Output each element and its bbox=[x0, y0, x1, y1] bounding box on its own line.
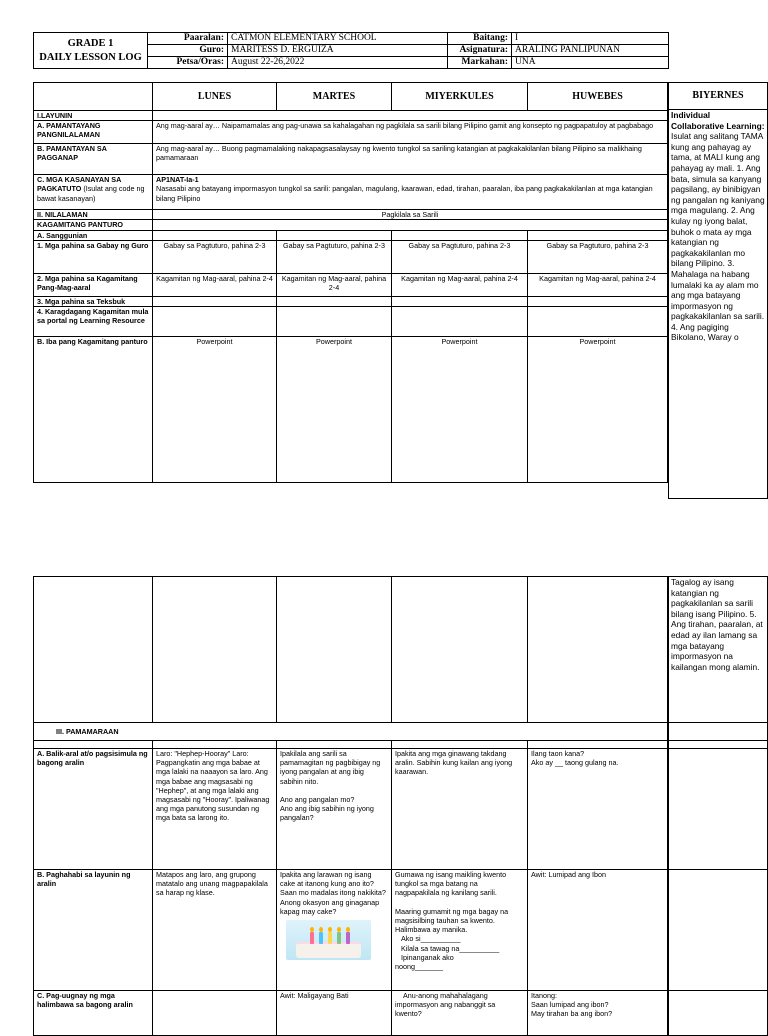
guro-label: Guro: bbox=[148, 45, 228, 57]
friday-column-page-2 bbox=[668, 576, 768, 1036]
kagamitan-miyerkules: Kagamitan ng Mag-aaral, pahina 2-4 bbox=[392, 273, 528, 296]
pamantayang-pangnilalaman-text: Ang mag-aaral ay… Naipamamalas ang pag-unawa sa kahalagahan ng pagkilala sa sarili bilang Pilipino gamit ang konsepto ng pagpapatuloy at pagbabago bbox=[153, 121, 668, 144]
kasanayan-text: Nasasabi ang batayang impormasyon tungkol sa sarili: pangalan, magulang, kaarawan, edad, tirahan, paaralan, iba pang pagkakakilanlan at mga katangian bilang Pilipino bbox=[156, 184, 653, 203]
baitang-value: I bbox=[512, 33, 669, 45]
iba-huwebes: Powerpoint bbox=[528, 337, 668, 483]
log-title-cell bbox=[34, 33, 148, 69]
kagamitan-huwebes: Kagamitan ng Mag-aaral, pahina 2-4 bbox=[528, 273, 668, 296]
kasanayan-label-cell bbox=[34, 175, 153, 210]
candle bbox=[346, 932, 350, 944]
pamantayang-pangnilalaman-label: A. PAMANTAYANG PANGNILALAMAN bbox=[34, 121, 153, 144]
day-header-miyerkules: MIYERKULES bbox=[392, 83, 528, 111]
candle-flame bbox=[319, 927, 323, 932]
friday-text-1: Isulat ang salitang TAMA kung ang pahayag ay tama, at MALI kung ang pahayag ay mali. 1. Ang bata, simula sa kanyang pagsilang, ay binibigyan ng pangalan ng kaniyang mga magulang. 2. Ang kulay ng iyong balat, buhok o mata ay mga katangian ng pagkakakilanlan mo bilang Pilipino. 3. Mahalaga na habang lumalaki ka ay alam mo ang mga batayang impormasyon ng pagkakakilanlan sa sarili. 4. Ang pagiging Bikolano, Waray o bbox=[671, 131, 765, 343]
friday-content-1 bbox=[669, 110, 768, 499]
karagdagang-label: 4. Karagdagang Kagamitan mula sa portal ng Learning Resource bbox=[34, 307, 153, 337]
petsa-label: Petsa/Oras: bbox=[148, 57, 228, 69]
nilalaman-text: Pagkilala sa Sarili bbox=[153, 210, 668, 220]
day-header-lunes: LUNES bbox=[153, 83, 277, 111]
pag-uugnay-label: C. Pag-uugnay ng mga halimbawa sa bagong aralin bbox=[34, 991, 153, 1036]
candle bbox=[310, 932, 314, 944]
iba-martes: Powerpoint bbox=[277, 337, 392, 483]
pamantayan-pagganap-label: B. PAMANTAYAN SA PAGGANAP bbox=[34, 144, 153, 175]
paghahabi-label: B. Paghahabi sa layunin ng aralin bbox=[34, 870, 153, 991]
candle-flame bbox=[337, 927, 341, 932]
birthday-cake-image bbox=[286, 920, 371, 960]
kasanayan-code: AP1NAT-Ia-1 bbox=[156, 175, 199, 185]
paghahabi-huwebes: Awit: Lumipad ang Ibon bbox=[528, 870, 668, 991]
candle-flame bbox=[310, 927, 314, 932]
teksbuk-label: 3. Mga pahina sa Teksbuk bbox=[34, 296, 153, 306]
nilalaman-label: II. NILALAMAN bbox=[34, 210, 153, 220]
kasanayan-sub: (Isulat ang code ng bawat kasanayan) bbox=[37, 184, 145, 203]
kasanayan-label: C. MGA KASANAYAN SA PAGKATUTO bbox=[37, 175, 121, 194]
cake-base bbox=[296, 942, 361, 958]
daily-lesson-log-title: DAILY LESSON LOG bbox=[39, 51, 142, 63]
grade-title: GRADE 1 bbox=[67, 37, 114, 49]
paghahabi-miyerkules: Gumawa ng isang maikling kwento tungkol sa mga batang na nagpapakilala ng kanilang sarili. Maaring gumamit ng mga bagay na magsisilbing tauhan sa kwento. Halimbawa ay manika. Ako si__________ Kilala sa tawag na__________ Ipinanganak ako noong_______ bbox=[392, 870, 528, 991]
kagamitan-mag-aaral-label: 2. Mga pahina sa Kagamitang Pang-Mag-aaral bbox=[34, 273, 153, 296]
kagamitan-lunes: Kagamitan ng Mag-aaral, pahina 2-4 bbox=[153, 273, 277, 296]
pag-uugnay-miyerkules: Anu-anong mahahalagang impormasyon ang nabanggit sa kwento? bbox=[392, 991, 528, 1036]
iba-miyerkules: Powerpoint bbox=[392, 337, 528, 483]
layunin-label: I.LAYUNIN bbox=[34, 111, 153, 121]
kagamitan-martes: Kagamitan ng Mag-aaral, pahina 2-4 bbox=[277, 273, 392, 296]
balik-aral-lunes: Laro: "Hephep-Hooray" Laro: Pagpangkatin ang mga babae at mga lalaki na naaayon sa laro. Ang mga babae ang magsasabi ng "Hephep", at ang mga lalaki ang magsasabi ng "Hooray". Ipaliwanag ang mga panutong susundan ng mga bata sa larong ito. bbox=[153, 749, 277, 870]
friday-title: Individual Collaborative Learning: bbox=[671, 110, 765, 131]
kagamitan-content bbox=[153, 220, 668, 230]
candle-flame bbox=[328, 927, 332, 932]
gabay-lunes: Gabay sa Pagtuturo, pahina 2-3 bbox=[153, 240, 277, 273]
lesson-grid-page-2 bbox=[33, 576, 668, 1036]
candle bbox=[337, 932, 341, 944]
paaralan-label: Paaralan: bbox=[148, 33, 228, 45]
candle bbox=[319, 932, 323, 944]
pag-uugnay-huwebes: Itanong: Saan lumipad ang ibon? May tirahan ba ang ibon? bbox=[528, 991, 668, 1036]
candle-flame bbox=[346, 927, 350, 932]
balik-aral-miyerkules: Ipakita ang mga ginawang takdang aralin. Sabihin kung kailan ang iyong kaarawan. bbox=[392, 749, 528, 870]
balik-aral-huwebes: Ilang taon kana? Ako ay __ taong gulang na. bbox=[528, 749, 668, 870]
markahan-value: UNA bbox=[512, 57, 669, 69]
day-header-martes: MARTES bbox=[277, 83, 392, 111]
balik-aral-label: A. Balik-aral at/o pagsisimula ng bagong aralin bbox=[34, 749, 153, 870]
pamamaraan-label: III. PAMAMARAAN bbox=[34, 723, 668, 741]
lesson-grid-page-1 bbox=[33, 82, 668, 483]
iba-lunes: Powerpoint bbox=[153, 337, 277, 483]
paghahabi-martes: Ipakita ang larawan ng isang cake at itanong kung ano ito? Saan mo madalas itong nakikita? Anong okasyon ang ginaganap kapag may cake? bbox=[280, 870, 386, 916]
kasanayan-content bbox=[153, 175, 668, 210]
day-header-huwebes: HUWEBES bbox=[528, 83, 668, 111]
header-table bbox=[33, 32, 669, 69]
guro-value: MARITESS D. ERGUIZA bbox=[228, 45, 448, 57]
balik-aral-martes: Ipakilala ang sarili sa pamamagitan ng pagbibigay ng iyong pangalan at ang ibig sabihin nito. Ano ang pangalan mo? Ano ang ibig sabihin ng iyong pangalan? bbox=[277, 749, 392, 870]
paaralan-value: CATMON ELEMENTARY SCHOOL bbox=[228, 33, 448, 45]
paghahabi-martes-cell bbox=[277, 870, 392, 991]
day-header-biyernes: BIYERNES bbox=[669, 83, 768, 110]
kagamitan-label: KAGAMITANG PANTURO bbox=[34, 220, 153, 230]
iba-pang-kagamitan-label: B. Iba pang Kagamitang panturo bbox=[34, 337, 153, 483]
candle bbox=[328, 932, 332, 944]
asignatura-label: Asignatura: bbox=[448, 45, 512, 57]
pag-uugnay-martes: Awit: Maligayang Bati bbox=[277, 991, 392, 1036]
paghahabi-lunes: Matapos ang laro, ang grupong matatalo ang unang magpapakilala sa harap ng klase. bbox=[153, 870, 277, 991]
gabay-huwebes: Gabay sa Pagtuturo, pahina 2-3 bbox=[528, 240, 668, 273]
markahan-label: Markahan: bbox=[448, 57, 512, 69]
layunin-content bbox=[153, 111, 668, 121]
sanggunian-label: A. Sanggunian bbox=[34, 230, 153, 240]
baitang-label: Baitang: bbox=[448, 33, 512, 45]
friday-content-2: Tagalog ay isang katangian ng pagkakilanlan sa sarili bilang isang Pilipino. 5. Ang tirahan, paaralan, at edad ay ilan lamang sa mga batayang impormasyon na kailangan mong alamin. bbox=[669, 577, 768, 723]
asignatura-value: ARALING PANLIPUNAN bbox=[512, 45, 669, 57]
pamantayan-pagganap-text: Ang mag-aaral ay… Buong pagmamalaking nakapagsasalaysay ng kwento tungkol sa sariling katangian at pagkakakilanlan bilang Pilipino sa malikhaing pamamaraan bbox=[153, 144, 668, 175]
petsa-value: August 22-26,2022 bbox=[228, 57, 448, 69]
corner-cell bbox=[34, 83, 153, 111]
friday-column-page-1 bbox=[668, 82, 768, 499]
gabay-martes: Gabay sa Pagtuturo, pahina 2-3 bbox=[277, 240, 392, 273]
gabay-label: 1. Mga pahina sa Gabay ng Guro bbox=[34, 240, 153, 273]
gabay-miyerkules: Gabay sa Pagtuturo, pahina 2-3 bbox=[392, 240, 528, 273]
